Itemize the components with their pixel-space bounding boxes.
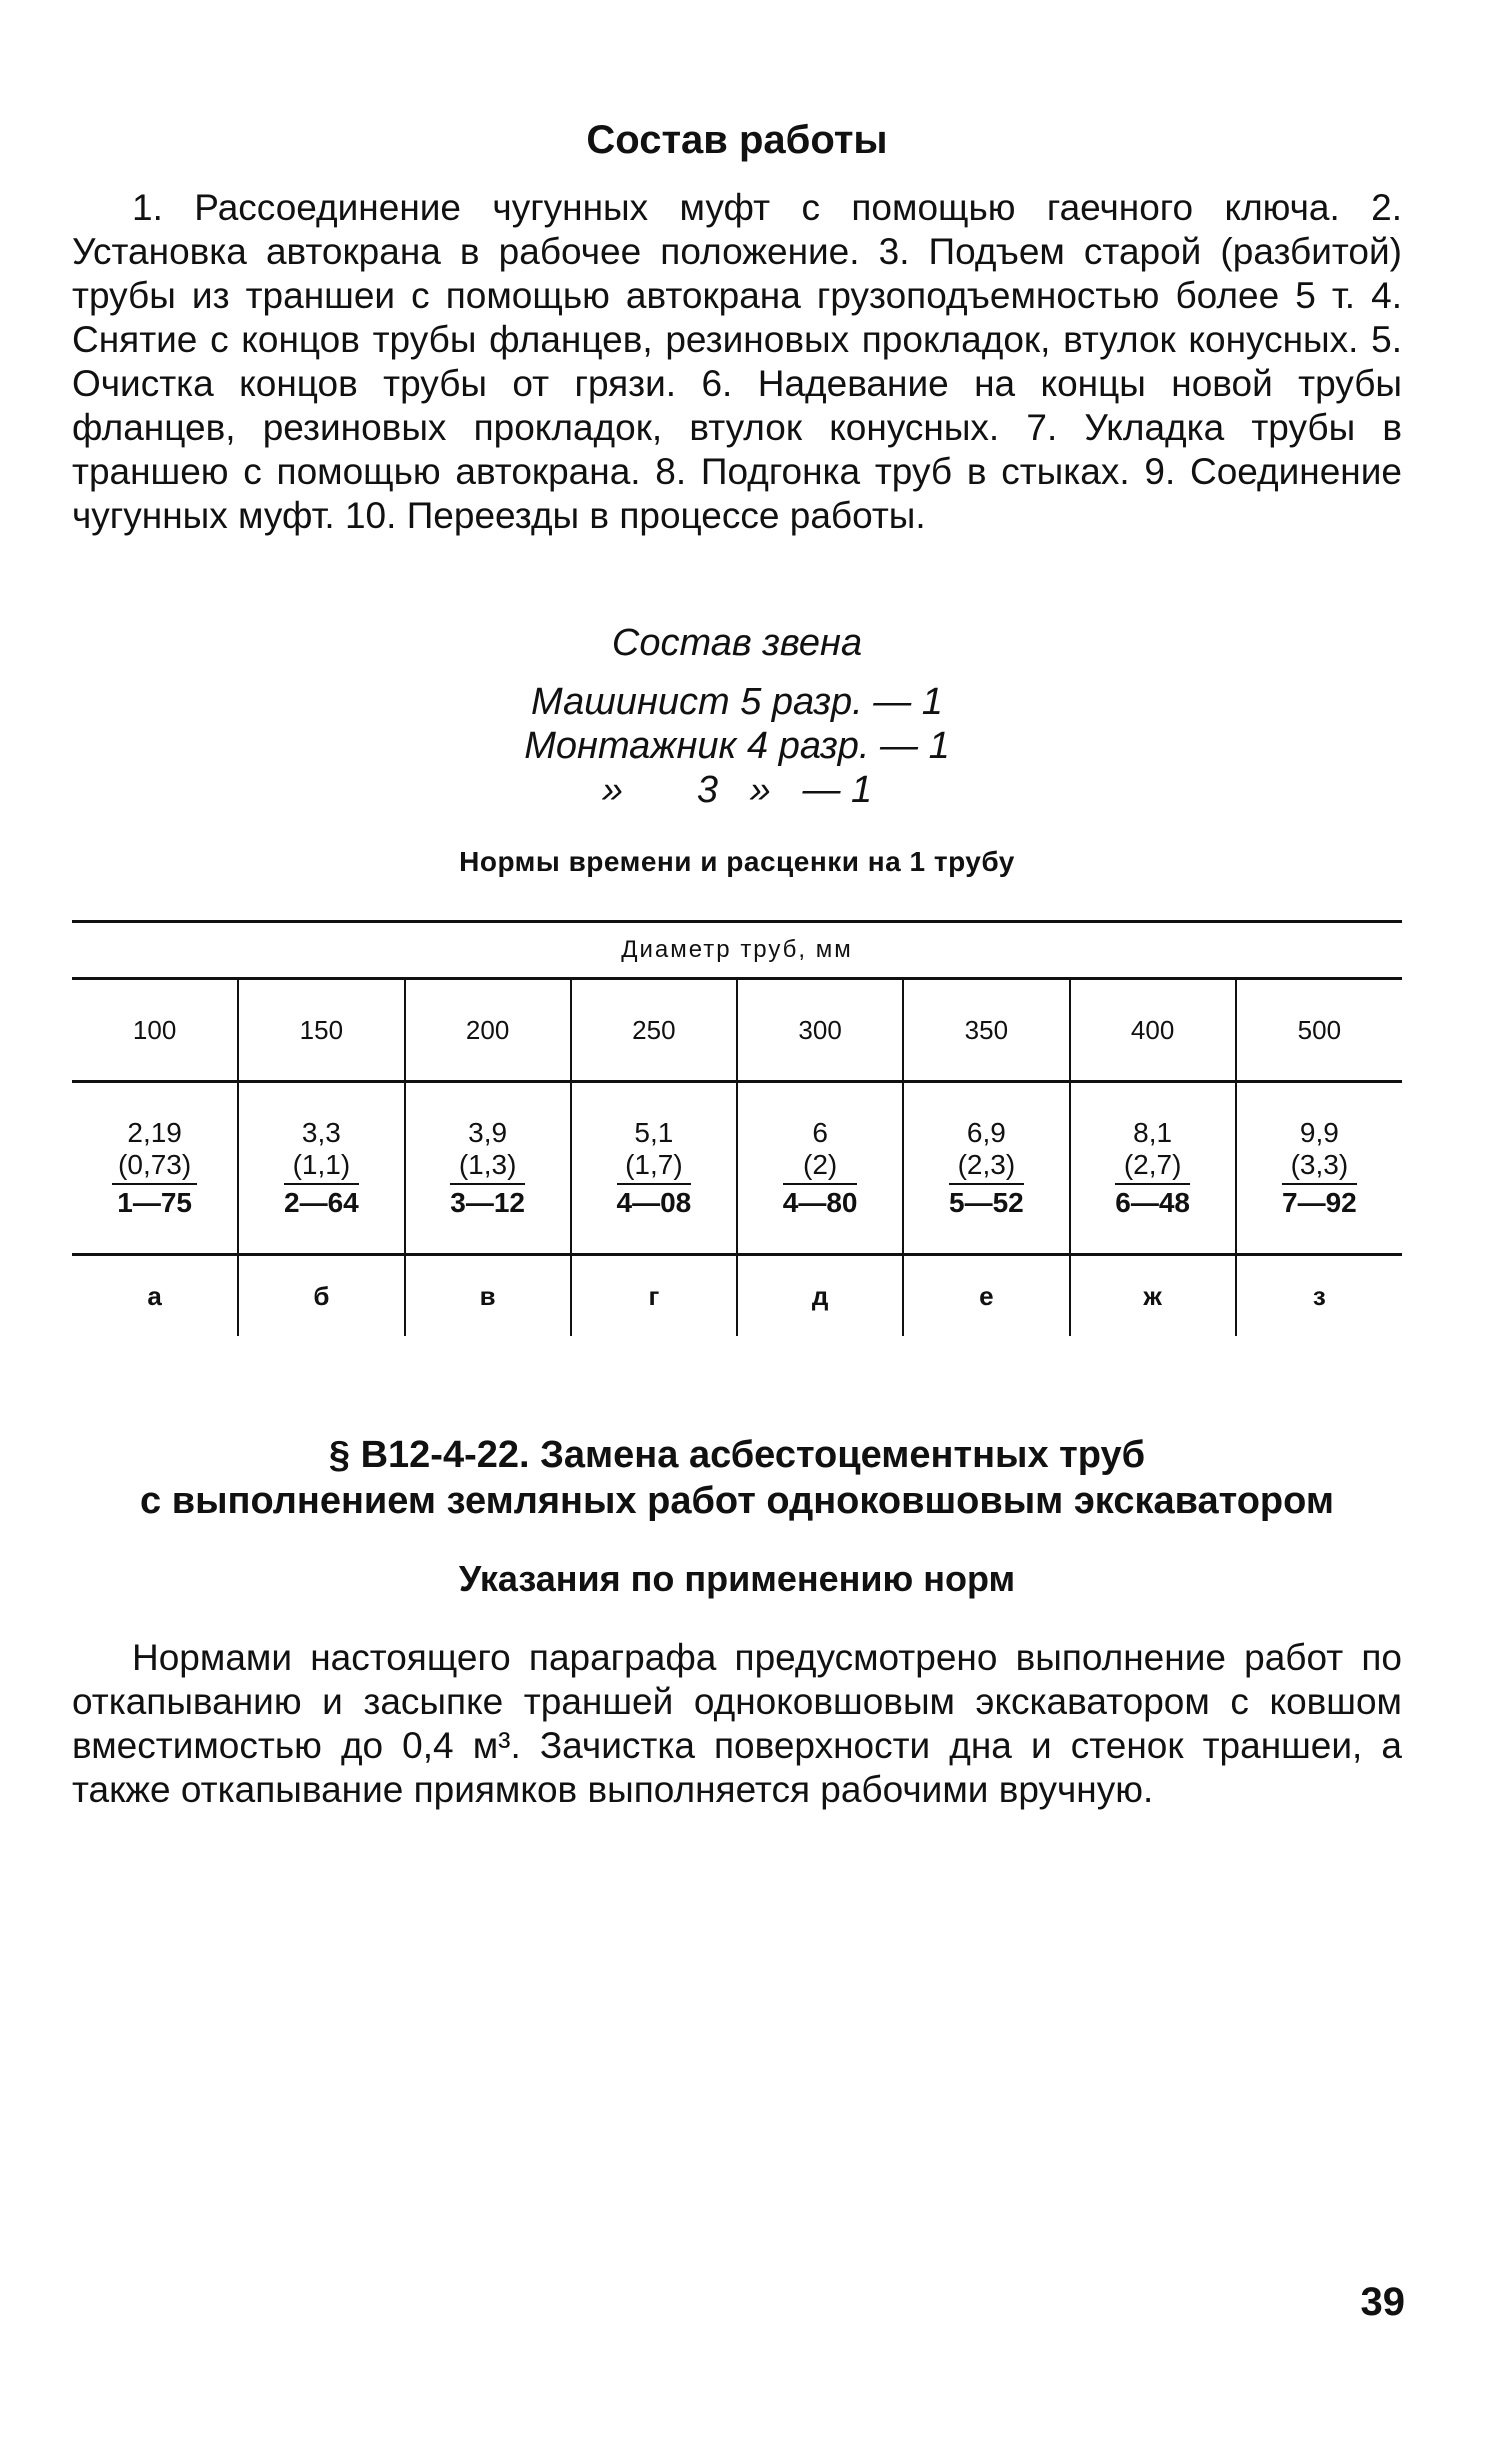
team-composition-title: Состав звена	[611, 622, 863, 664]
diameter-cell: 100	[72, 979, 238, 1082]
column-letter: ж	[1070, 1255, 1236, 1337]
column-letter: д	[737, 1255, 903, 1337]
machine-time: (1,7)	[617, 1149, 692, 1185]
machine-time: (2,7)	[1115, 1149, 1190, 1185]
machine-time: (1,1)	[284, 1149, 359, 1185]
machine-time: (2)	[783, 1149, 858, 1185]
guide-text: Нормами настоящего параграфа предусмотрено выполнение работ по откапыванию и засыпке траншей одноковшовым экскаватором с ковшом вместимостью до 0,4 м³. Зачистка поверхности дна и стенок траншеи, а также откапывание приямков выполняется рабочими вручную.	[72, 1637, 1402, 1810]
time-norm: 6,9	[966, 1117, 1006, 1148]
table-caption: Нормы времени и расценки на 1 трубу	[459, 846, 1015, 877]
norm-cell	[1070, 1082, 1236, 1255]
rate: 6—48	[1115, 1187, 1190, 1218]
section-title	[72, 1432, 1402, 1524]
norm-fraction	[450, 1117, 525, 1219]
norm-fraction	[783, 1117, 858, 1219]
table-header-diameter: Диаметр труб, мм	[72, 922, 1402, 979]
team-member-installer-3: » 3 » — 1	[601, 769, 873, 811]
rate: 4—08	[616, 1187, 692, 1218]
norm-fraction	[112, 1117, 197, 1219]
section-title-line-1: § В12-4-22. Замена асбестоцементных труб	[328, 1434, 1146, 1476]
column-letter: г	[571, 1255, 737, 1337]
time-norm: 5,1	[634, 1117, 674, 1148]
rate: 7—92	[1282, 1187, 1357, 1218]
machine-time: (1,3)	[450, 1149, 525, 1185]
team-member-machinist: Машинист 5 разр. — 1	[531, 681, 943, 723]
rate: 3—12	[450, 1187, 525, 1218]
diameter-cell: 400	[1070, 979, 1236, 1082]
section-title-line-2: с выполнением земляных работ одноковшовым экскаватором	[140, 1480, 1334, 1522]
column-letter: з	[1236, 1255, 1402, 1337]
column-letter: б	[238, 1255, 404, 1337]
time-norm: 2,19	[127, 1117, 182, 1148]
norm-cell	[737, 1082, 903, 1255]
norm-cell	[72, 1082, 238, 1255]
norm-fraction	[617, 1117, 692, 1219]
machine-time: (3,3)	[1282, 1149, 1357, 1185]
norm-cell	[238, 1082, 404, 1255]
time-norm: 8,1	[1133, 1117, 1173, 1148]
norm-cell	[405, 1082, 571, 1255]
norm-fraction	[1115, 1117, 1190, 1219]
work-composition-text	[72, 186, 1402, 538]
machine-time: (2,3)	[949, 1149, 1024, 1185]
work-composition-paragraph: 1. Рассоединение чугунных муфт с помощью гаечного ключа. 2. Установка автокрана в рабочее положение. 3. Подъем старой (разбитой) трубы из траншеи с помощью автокрана грузоподъемностью более 5 т. 4. Снятие с концов трубы фланцев, резиновых прокладок, втулок конусных. 5. Очистка концов трубы от грязи. 6. Надевание на концы новой трубы фланцев, резиновых прокладок, втулок конусных. 7. Укладка трубы в траншею с помощью автокрана. 8. Подгонка труб в стыках. 9. Соединение чугунных муфт. 10. Переезды в процессе работы.	[72, 187, 1402, 536]
rate: 2—64	[284, 1187, 359, 1218]
rate: 4—80	[782, 1187, 858, 1218]
time-norm: 9,9	[1299, 1117, 1339, 1148]
norm-cell	[571, 1082, 737, 1255]
team-member-installer-4: Монтажник 4 разр. — 1	[524, 725, 950, 767]
guide-title: Указания по применению норм	[458, 1558, 1016, 1599]
time-norm: 6	[812, 1117, 828, 1148]
diameter-cell: 500	[1236, 979, 1402, 1082]
work-composition-title: Состав работы	[586, 118, 888, 162]
column-letter: в	[405, 1255, 571, 1337]
diameter-cell: 350	[903, 979, 1069, 1082]
diameter-cell: 150	[238, 979, 404, 1082]
norm-cell	[1236, 1082, 1402, 1255]
norms-table	[72, 920, 1402, 1336]
norm-cell	[903, 1082, 1069, 1255]
norm-fraction	[949, 1117, 1024, 1219]
norm-fraction	[284, 1117, 359, 1219]
norm-fraction	[1282, 1117, 1357, 1219]
rate: 1—75	[117, 1187, 192, 1218]
team-composition-list	[72, 680, 1402, 812]
column-letter: е	[903, 1255, 1069, 1337]
page-number: 39	[1360, 2280, 1405, 2324]
diameter-cell: 300	[737, 979, 903, 1082]
diameter-cell: 200	[405, 979, 571, 1082]
machine-time: (0,73)	[112, 1149, 197, 1185]
rate: 5—52	[949, 1187, 1024, 1218]
time-norm: 3,3	[301, 1117, 341, 1148]
time-norm: 3,9	[468, 1117, 508, 1148]
diameter-cell: 250	[571, 979, 737, 1082]
column-letter: а	[147, 1280, 162, 1311]
